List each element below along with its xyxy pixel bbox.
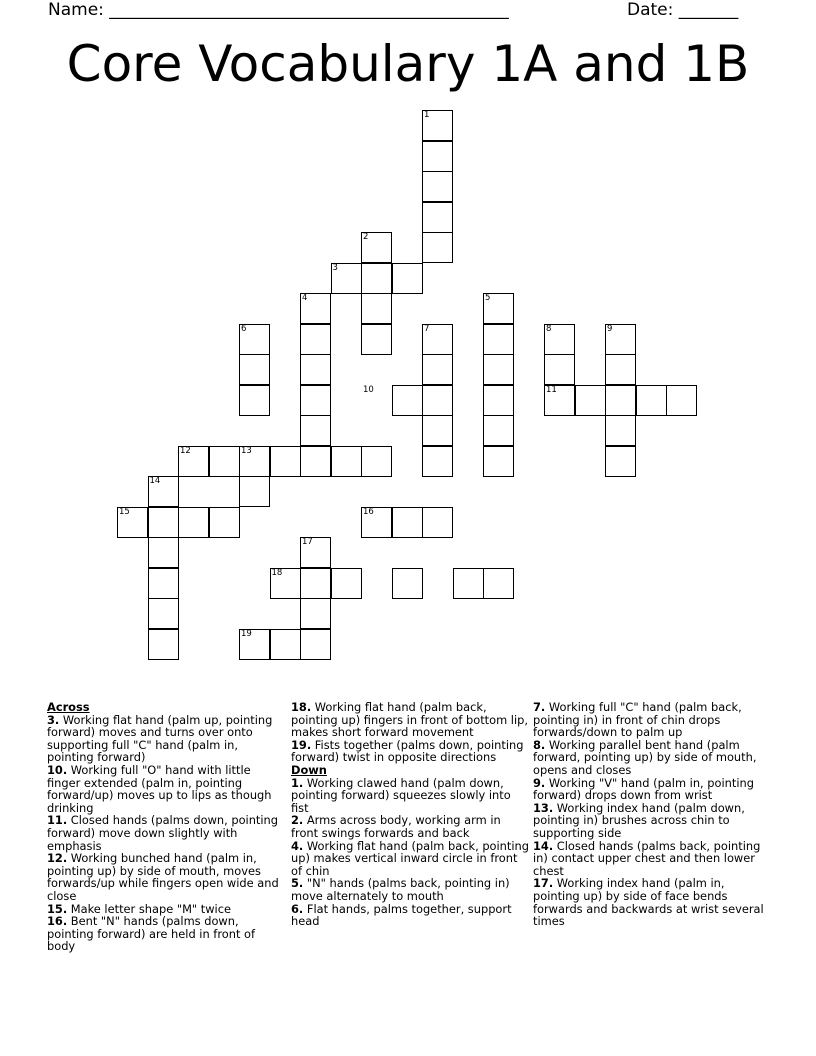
name-field: Name: _______________________________________________ bbox=[48, 0, 509, 20]
grid-cell[interactable] bbox=[422, 202, 453, 233]
clue-number: 12 bbox=[180, 445, 191, 456]
grid-cell[interactable] bbox=[392, 385, 423, 416]
page-title: Core Vocabulary 1A and 1B bbox=[66, 35, 750, 93]
grid-cell[interactable] bbox=[300, 415, 331, 446]
clue-number: 10 bbox=[363, 384, 374, 395]
grid-cell[interactable] bbox=[483, 568, 514, 599]
grid-cell[interactable] bbox=[422, 141, 453, 172]
clue-number: 8 bbox=[546, 323, 552, 334]
clue-number: 6 bbox=[241, 323, 247, 334]
grid-cell[interactable] bbox=[636, 385, 667, 416]
grid-cell[interactable] bbox=[544, 354, 575, 385]
clue-down-13: 13. Working index hand (palm down, pointing in) brushes across chin to supporting side bbox=[533, 800, 745, 840]
grid-cell[interactable] bbox=[300, 568, 331, 599]
grid-cell[interactable] bbox=[239, 476, 270, 507]
clue-down-7: 7. Working full "C" hand (palm back, pointing in) in front of chin drops forwards/down to palm up bbox=[533, 700, 742, 740]
grid-cell[interactable] bbox=[361, 263, 392, 294]
clue-down-9: 9. Working "V" hand (palm in, pointing forward) drops down from wrist bbox=[533, 775, 754, 803]
clue-number: 4 bbox=[302, 293, 308, 303]
grid-cell[interactable] bbox=[483, 324, 514, 355]
grid-cell[interactable] bbox=[422, 232, 453, 263]
clue-down-8: 8. Working parallel bent hand (palm forward, pointing up) by side of mouth, opens and closes bbox=[533, 737, 757, 777]
grid-cell[interactable] bbox=[361, 446, 392, 477]
grid-cell[interactable] bbox=[666, 385, 697, 416]
clue-across-10: 10. Working full "O" hand with little finger extended (palm in, pointing forward/up) moves up to lips as though drinking bbox=[47, 762, 272, 815]
clue-column-3 bbox=[533, 701, 773, 928]
grid-cell[interactable] bbox=[270, 446, 301, 477]
clue-column-2 bbox=[291, 701, 529, 928]
clue-number: 16 bbox=[363, 506, 374, 517]
grid-cell[interactable] bbox=[270, 629, 301, 660]
clue-number: 18 bbox=[271, 567, 283, 578]
clue-number: 2 bbox=[363, 232, 369, 242]
grid-cell[interactable] bbox=[453, 568, 484, 599]
grid-cell[interactable] bbox=[148, 568, 179, 599]
grid-cell[interactable] bbox=[300, 354, 331, 385]
clue-number: 7 bbox=[424, 323, 430, 334]
clue-number: 17 bbox=[302, 537, 313, 547]
grid-cell[interactable] bbox=[361, 293, 392, 324]
clue-across-18: 18. Working flat hand (palm back, pointing up) fingers in front of bottom lip, makes short forward movement bbox=[291, 700, 528, 740]
clue-down-17: 17. Working index hand (palm in, pointing up) by side of face bends forwards and backwards at wrist several times bbox=[533, 876, 764, 929]
clue-number: 9 bbox=[607, 323, 613, 334]
grid-cell[interactable] bbox=[483, 415, 514, 446]
clue-across-11: 11. Closed hands (palms down, pointing forward) move down slightly with emphasis bbox=[47, 813, 279, 853]
clue-number: 15 bbox=[119, 506, 130, 517]
grid-cell[interactable] bbox=[605, 354, 636, 385]
grid-cell[interactable] bbox=[483, 354, 514, 385]
grid-cell[interactable] bbox=[300, 385, 331, 416]
grid-cell[interactable] bbox=[209, 507, 240, 538]
clue-across-3: 3. Working flat hand (palm up, pointing forward) moves and turns over onto supporting full "C" hand (palm in, pointing forward) bbox=[47, 712, 273, 765]
clue-across-12: 12. Working bunched hand (palm in, pointing up) by side of mouth, moves forwards/up while fingers open wide and close bbox=[47, 851, 279, 903]
grid-cell[interactable] bbox=[300, 446, 331, 477]
grid-cell[interactable] bbox=[605, 385, 636, 416]
clue-down-2: 2. Arms across body, working arm in front swings forwards and back bbox=[291, 813, 501, 840]
grid-cell[interactable] bbox=[331, 446, 362, 477]
clue-number: 11 bbox=[546, 384, 557, 395]
grid-cell[interactable] bbox=[392, 507, 423, 538]
clue-number: 5 bbox=[485, 293, 491, 303]
clue-across-16: 16. Bent "N" hands (palms down, pointing forward) are held in front of body bbox=[47, 914, 256, 954]
clue-down-6: 6. Flat hands, palms together, support head bbox=[291, 901, 512, 929]
grid-cell[interactable] bbox=[148, 629, 179, 660]
grid-cell[interactable] bbox=[300, 629, 331, 660]
clue-down-4: 4. Working flat hand (palm back, pointing up) makes vertical inward circle in front of chin bbox=[291, 838, 529, 878]
grid-cell[interactable] bbox=[300, 324, 331, 355]
clue-number: 3 bbox=[332, 262, 338, 273]
clue-number: 19 bbox=[241, 628, 252, 639]
grid-cell[interactable] bbox=[300, 598, 331, 629]
clue-column-1 bbox=[47, 701, 285, 953]
grid-cell[interactable] bbox=[392, 568, 423, 599]
grid-cell[interactable] bbox=[239, 385, 270, 416]
grid-cell[interactable] bbox=[483, 385, 514, 416]
clue-down-5: 5. "N" hands (palms back, pointing in) move alternately to mouth bbox=[291, 876, 510, 903]
grid-cell[interactable] bbox=[178, 507, 209, 538]
grid-cell[interactable] bbox=[422, 446, 453, 477]
clue-down-14: 14. Closed hands (palms back, pointing in) contact upper chest and then lower chest bbox=[533, 838, 761, 878]
grid-cell[interactable] bbox=[361, 324, 392, 355]
grid-cell[interactable] bbox=[422, 385, 453, 416]
clue-number: 14 bbox=[149, 476, 161, 486]
grid-cell[interactable] bbox=[422, 507, 453, 538]
clue-across-19: 19. Fists together (palms down, pointing forward) twist in opposite directions bbox=[291, 737, 524, 765]
grid-cell[interactable] bbox=[392, 263, 423, 294]
grid-cell[interactable] bbox=[148, 507, 179, 538]
grid-cell[interactable] bbox=[483, 446, 514, 477]
clue-down-1: 1. Working clawed hand (palm down, pointing forward) squeezes slowly into fist bbox=[291, 775, 511, 815]
grid-cell[interactable] bbox=[331, 568, 362, 599]
grid-cell[interactable] bbox=[422, 415, 453, 446]
down-heading: Down bbox=[291, 762, 327, 777]
grid-cell[interactable] bbox=[239, 354, 270, 385]
grid-cell[interactable] bbox=[209, 446, 240, 477]
grid-cell[interactable] bbox=[422, 171, 453, 202]
grid-cell[interactable] bbox=[605, 446, 636, 477]
across-heading: Across bbox=[47, 700, 90, 714]
grid-cell[interactable] bbox=[575, 385, 606, 416]
clue-number: 1 bbox=[424, 110, 430, 120]
clue-across-15: 15. Make letter shape "M" twice bbox=[47, 901, 231, 916]
grid-cell[interactable] bbox=[605, 415, 636, 446]
grid-cell[interactable] bbox=[148, 537, 179, 568]
date-field: Date: _______ bbox=[627, 0, 739, 20]
grid-cell[interactable] bbox=[422, 354, 453, 385]
clue-number: 13 bbox=[241, 445, 252, 456]
grid-cell[interactable] bbox=[148, 598, 179, 629]
